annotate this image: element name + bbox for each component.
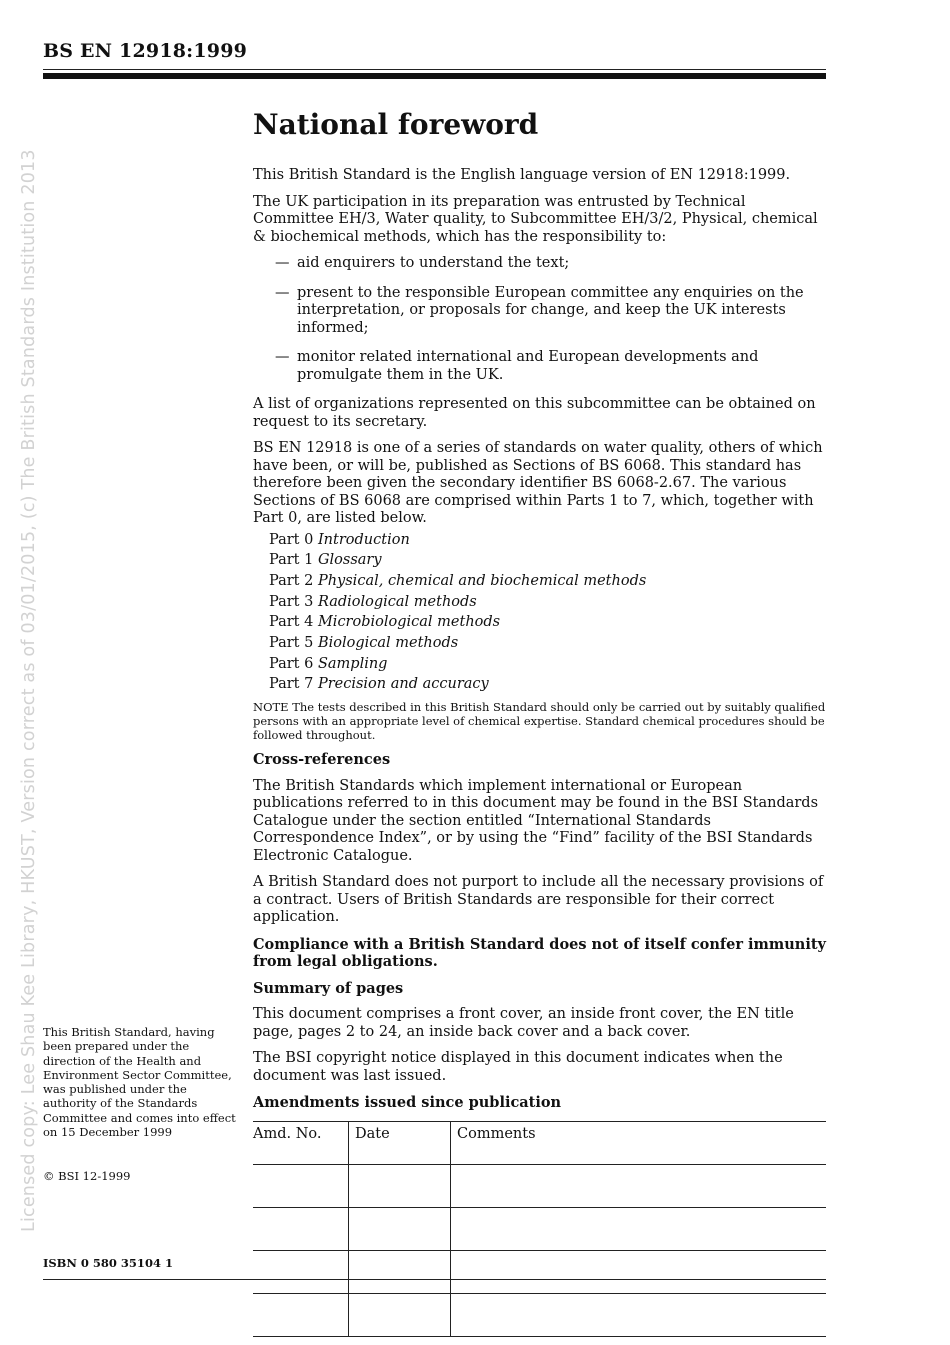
series-paragraph: BS EN 12918 is one of a series of standards on water quality, others of which have been, or will be, published as Sections of BS 6068. This standard has therefore been given the secondary identifier BS 6068-2.67. The various Sections of BS 6068 are comprised within Parts 1 to 7, which, together with Part 0, are listed below. (253, 440, 823, 526)
table-cell (253, 1207, 349, 1250)
list-item (269, 654, 827, 675)
part-title: Physical, chemical and biochemical methods (317, 572, 647, 589)
table-cell (349, 1207, 451, 1250)
organizations-paragraph: A list of organizations represented on this subcommittee can be obtained on request to its secretary. (253, 396, 816, 430)
list-item (269, 612, 827, 633)
summary-heading: Summary of pages (253, 979, 404, 997)
list-item (269, 530, 827, 551)
list-item (253, 255, 827, 273)
list-item (269, 571, 827, 592)
list-item (253, 285, 827, 338)
publication-note: This British Standard, having been prepared under the direction of the Health and Environment Sector Committee, was published under the authority of the Standards Committee and comes into effect on 15 December 1999 (43, 1025, 236, 1140)
parts-list (269, 530, 827, 696)
footer-rule (43, 1279, 826, 1280)
table-cell (253, 1250, 349, 1293)
part-label: Part 6 (269, 655, 314, 672)
safety-note: NOTE The tests described in this British Standard should only be carried out by suitably qualified persons with an appropriate level of chemical expertise. Standard chemical procedures should be followed throughout. (253, 700, 826, 743)
part-label: Part 7 (269, 676, 314, 693)
main-content (253, 108, 827, 1337)
table-cell (349, 1293, 451, 1336)
list-item-text: monitor related international and European developments and promulgate them in the UK. (297, 349, 759, 383)
list-item-text: present to the responsible European committee any enquiries on the interpretation, or proposals for change, and keep the UK interests informed; (297, 284, 804, 336)
participation-paragraph: The UK participation in its preparation was entrusted by Technical Committee EH/3, Water quality, to Subcommittee EH/3/2, Physical, chemical & biochemical methods, which has the responsibility to: (253, 193, 818, 245)
dash-marker: — (275, 349, 290, 365)
list-item (269, 674, 827, 695)
amendments-table (253, 1121, 826, 1337)
part-label: Part 2 (269, 572, 314, 589)
table-row (253, 1293, 826, 1336)
column-header-date: Date (349, 1121, 451, 1164)
copyright-notice-paragraph: The BSI copyright notice displayed in this document indicates when the document was last issued. (253, 1050, 783, 1084)
column-header-comments: Comments (451, 1121, 827, 1164)
table-cell (253, 1164, 349, 1207)
list-item (269, 550, 827, 571)
part-label: Part 1 (269, 552, 314, 569)
part-label: Part 4 (269, 614, 314, 631)
table-cell (451, 1164, 827, 1207)
license-watermark: Licensed copy: Lee Shau Kee Library, HKUST, Version correct as of 03/01/2015, (c) The British Standards Institution 2013 (19, 149, 39, 1232)
list-item (269, 592, 827, 613)
dash-marker: — (275, 255, 290, 271)
cross-references-paragraph: The British Standards which implement international or European publications referred to in this document may be found in the BSI Standards Catalogue under the section entitled “International Standards Correspondence Index”, or by using the “Find” facility of the BSI Standards Electronic Catalogue. (253, 777, 819, 864)
part-title: Introduction (317, 531, 410, 548)
table-header-row (253, 1121, 826, 1164)
list-item (253, 349, 827, 384)
list-item (269, 633, 827, 654)
part-title: Biological methods (317, 635, 459, 652)
header-thick-rule (43, 73, 826, 79)
part-label: Part 3 (269, 593, 314, 610)
responsibility-list (253, 255, 827, 384)
isbn: ISBN 0 580 35104 1 (43, 1256, 173, 1270)
table-row (253, 1250, 826, 1293)
header-thin-rule (43, 69, 826, 70)
part-label: Part 0 (269, 531, 314, 548)
column-header-amd-no: Amd. No. (253, 1121, 349, 1164)
table-row (253, 1207, 826, 1250)
part-title: Microbiological methods (317, 614, 501, 631)
table-cell (349, 1250, 451, 1293)
table-cell (451, 1207, 827, 1250)
part-title: Precision and accuracy (317, 676, 489, 693)
part-title: Glossary (317, 552, 382, 569)
page-title: National foreword (253, 108, 539, 141)
document-id: BS EN 12918:1999 (43, 40, 248, 62)
compliance-statement: Compliance with a British Standard does not of itself confer immunity from legal obligations. (253, 935, 826, 971)
table-cell (349, 1164, 451, 1207)
part-label: Part 5 (269, 635, 314, 652)
amendments-heading: Amendments issued since publication (253, 1094, 562, 1112)
dash-marker: — (275, 284, 290, 301)
table-cell (451, 1250, 827, 1293)
summary-paragraph: This document comprises a front cover, an inside front cover, the EN title page, pages 2 to 24, an inside back cover and a back cover. (253, 1006, 794, 1040)
intro-paragraph: This British Standard is the English language version of EN 12918:1999. (253, 167, 791, 183)
cross-references-heading: Cross-references (253, 751, 391, 769)
table-cell (253, 1293, 349, 1336)
part-title: Sampling (317, 655, 388, 672)
part-title: Radiological methods (317, 593, 477, 610)
list-item-text: aid enquirers to understand the text; (297, 255, 570, 271)
copyright-line: © BSI 12-1999 (43, 1169, 131, 1183)
table-cell (451, 1293, 827, 1336)
provisions-paragraph: A British Standard does not purport to include all the necessary provisions of a contract. Users of British Standards are responsible for their correct application. (253, 874, 824, 926)
table-row (253, 1164, 826, 1207)
